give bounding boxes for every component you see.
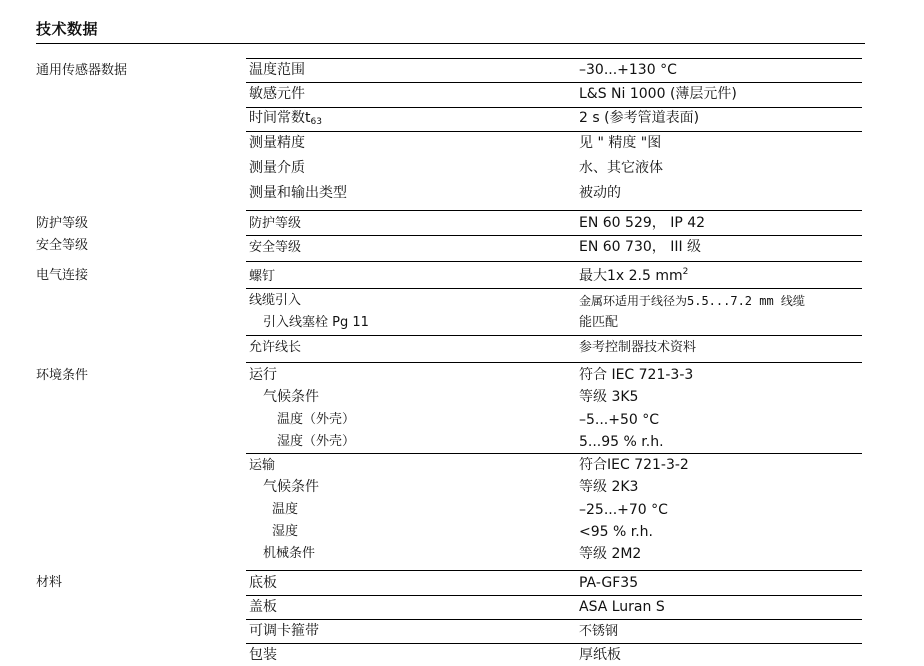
- time-constant-label: [249, 111, 322, 127]
- screw-label: 螺钉: [249, 269, 276, 284]
- row-divider: [246, 235, 862, 236]
- element-value: L&S Ni 1000 (薄层元件): [579, 86, 737, 102]
- cable-entry-value: 金属环适用于线径为5.5...7.2 mm 线缆: [579, 294, 805, 308]
- row-divider: [246, 131, 862, 132]
- cover-label: 盖板: [249, 599, 277, 615]
- element-label: 敏感元件: [249, 86, 305, 102]
- row-divider: [246, 595, 862, 596]
- section-protection: 防护等级: [36, 216, 89, 231]
- row-divider: [246, 619, 862, 620]
- tr-climate-label: 气候条件: [263, 479, 319, 495]
- op-temp-value: –5...+50 °C: [579, 412, 660, 428]
- time-constant-text: 时间常数t: [249, 110, 311, 126]
- transport-value: 符合IEC 721-3-2: [579, 457, 689, 473]
- protection-label: 防护等级: [249, 216, 302, 231]
- row-divider: [246, 107, 862, 108]
- row-divider: [246, 335, 862, 336]
- title-divider: [36, 43, 865, 44]
- cable-gland-label: 引入线塞栓 Pg 11: [263, 315, 369, 330]
- accuracy-value: 见 " 精度 "图: [579, 135, 662, 151]
- packaging-value: 厚纸板: [579, 647, 621, 663]
- screw-value: [579, 268, 688, 283]
- page-title: 技术数据: [36, 20, 99, 38]
- protection-value: EN 60 529， IP 42: [579, 215, 706, 231]
- op-humidity-label: 湿度（外壳）: [277, 434, 356, 449]
- row-divider: [246, 58, 862, 59]
- row-divider: [246, 643, 862, 644]
- safety-label: 安全等级: [249, 240, 302, 255]
- cable-length-label: 允许线长: [249, 340, 302, 355]
- safety-value: EN 60 730， III 级: [579, 239, 702, 255]
- output-type-value: 被动的: [579, 185, 621, 201]
- transport-label: 运输: [249, 458, 276, 473]
- row-divider: [246, 210, 862, 211]
- tr-climate-value: 等级 2K3: [579, 479, 639, 495]
- temp-range-label: 温度范围: [249, 62, 305, 78]
- op-climate-value: 等级 3K5: [579, 389, 639, 405]
- op-climate-label: 气候条件: [263, 389, 319, 405]
- base-label: 底板: [249, 575, 277, 591]
- row-divider: [246, 82, 862, 83]
- screw-value-superscript: 2: [682, 267, 689, 277]
- cable-entry-value-cont: 能匹配: [579, 315, 619, 330]
- op-temp-label: 温度（外壳）: [277, 412, 356, 427]
- tr-humidity-label: 湿度: [272, 524, 299, 539]
- cable-entry-label: 线缆引入: [249, 293, 302, 308]
- row-divider: [246, 261, 862, 262]
- strap-value: 不锈钢: [579, 624, 619, 639]
- accuracy-label: 测量精度: [249, 135, 305, 151]
- section-sensor: 通用传感器数据: [36, 63, 128, 78]
- section-safety: 安全等级: [36, 238, 89, 253]
- row-divider: [246, 453, 862, 454]
- row-divider: [246, 288, 862, 289]
- tr-mech-value: 等级 2M2: [579, 546, 642, 562]
- operation-label: 运行: [249, 367, 277, 383]
- medium-label: 测量介质: [249, 160, 305, 176]
- time-constant-value: 2 s (参考管道表面): [579, 110, 700, 126]
- strap-label: 可调卡箍带: [249, 623, 319, 639]
- output-type-label: 测量和输出类型: [249, 185, 347, 201]
- row-divider: [246, 570, 862, 571]
- packaging-label: 包装: [249, 647, 277, 663]
- screw-value-text: 最大1x 2.5 mm: [579, 268, 683, 284]
- op-humidity-value: 5...95 % r.h.: [579, 434, 664, 450]
- operation-value: 符合 IEC 721-3-3: [579, 367, 694, 383]
- section-environment: 环境条件: [36, 368, 89, 383]
- cover-value: ASA Luran S: [579, 599, 665, 615]
- temp-range-value: –30...+130 °C: [579, 62, 677, 78]
- time-constant-subscript: 63: [310, 117, 322, 127]
- tr-humidity-value: <95 % r.h.: [579, 524, 653, 540]
- base-value: PA-GF35: [579, 575, 639, 591]
- section-material: 材料: [36, 575, 63, 590]
- medium-value: 水、其它液体: [579, 160, 663, 176]
- tr-temp-value: –25...+70 °C: [579, 502, 668, 518]
- section-electrical: 电气连接: [36, 268, 89, 283]
- row-divider: [246, 362, 862, 363]
- cable-length-value: 参考控制器技术资料: [579, 340, 697, 355]
- tr-mech-label: 机械条件: [263, 546, 316, 561]
- tr-temp-label: 温度: [272, 502, 299, 517]
